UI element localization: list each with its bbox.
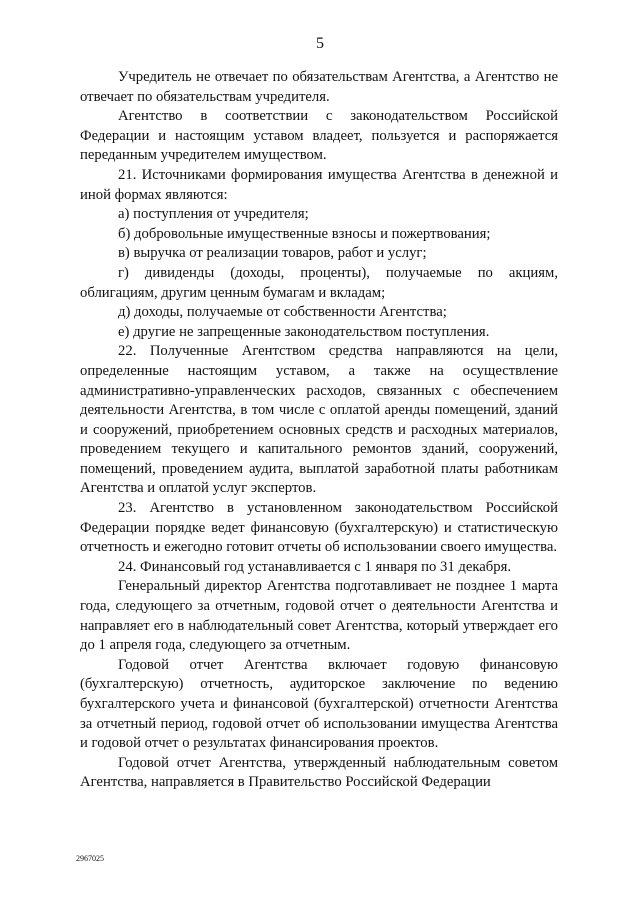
list-item: а) поступления от учредителя; — [118, 206, 309, 223]
paragraph: 24. Финансовый год устанавливается с 1 января по 31 декабря. — [118, 558, 512, 575]
list-item: б) добровольные имущественные взносы и пожертвования; — [118, 225, 491, 242]
paragraph: Годовой отчет Агентства, утвержденный наблюдательным советом Агентства, направляется в Правительство Российской Федерации — [80, 754, 558, 791]
paragraph: 21. Источниками формирования имущества Агентства в денежной и иной формах являются: — [80, 166, 558, 203]
list-item: в) выручка от реализации товаров, работ и услуг; — [118, 245, 427, 262]
page-number: 5 — [316, 35, 324, 52]
document-code: 2967025 — [76, 854, 104, 863]
document-body — [80, 68, 558, 793]
paragraph: Агентство в соответствии с законодательством Российской Федерации и настоящим уставом владеет, пользуется и распоряжается переданным учредителем имуществом. — [80, 108, 558, 164]
list-item: г) дивиденды (доходы, проценты), получаемые по акциям, облигациям, другим ценным бумагам и вкладам; — [80, 264, 558, 301]
paragraph: 22. Полученные Агентством средства направляются на цели, определенные настоящим уставом, а также на осуществление административно-управленческих расходов, связанных с обеспечением деятельности Агентства, в том числе с оплатой аренды помещений, зданий и сооружений, приобретением основных средств и расходных материалов, проведением текущего и капитального ремонтов зданий, сооружений, помещений, проведением аудита, выплатой заработной платы работникам Агентства и оплатой услуг экспертов. — [80, 343, 558, 497]
paragraph: Генеральный директор Агентства подготавливает не позднее 1 марта года, следующего за отчетным, годовой отчет о деятельности Агентства и направляет его в наблюдательный совет Агентства, который утверждает его до 1 апреля года, следующего за отчетным. — [80, 578, 558, 654]
paragraph: Годовой отчет Агентства включает годовую финансовую (бухгалтерскую) отчетность, аудиторское заключение по ведению бухгалтерского учета и финансовой (бухгалтерской) отчетности Агентства за отчетный период, годовой отчет об использовании имущества Агентства и годовой отчет о результатах финансирования проектов. — [80, 656, 558, 752]
paragraph: Учредитель не отвечает по обязательствам Агентства, а Агентство не отвечает по обязательствам учредителя. — [80, 69, 558, 105]
list-item: е) другие не запрещенные законодательством поступления. — [118, 323, 490, 340]
list-item: д) доходы, получаемые от собственности Агентства; — [118, 304, 447, 321]
paragraph: 23. Агентство в установленном законодательством Российской Федерации порядке ведет финансовую (бухгалтерскую) и статистическую отчетность и ежегодно готовит отчеты об использовании своего имущества. — [80, 500, 558, 556]
